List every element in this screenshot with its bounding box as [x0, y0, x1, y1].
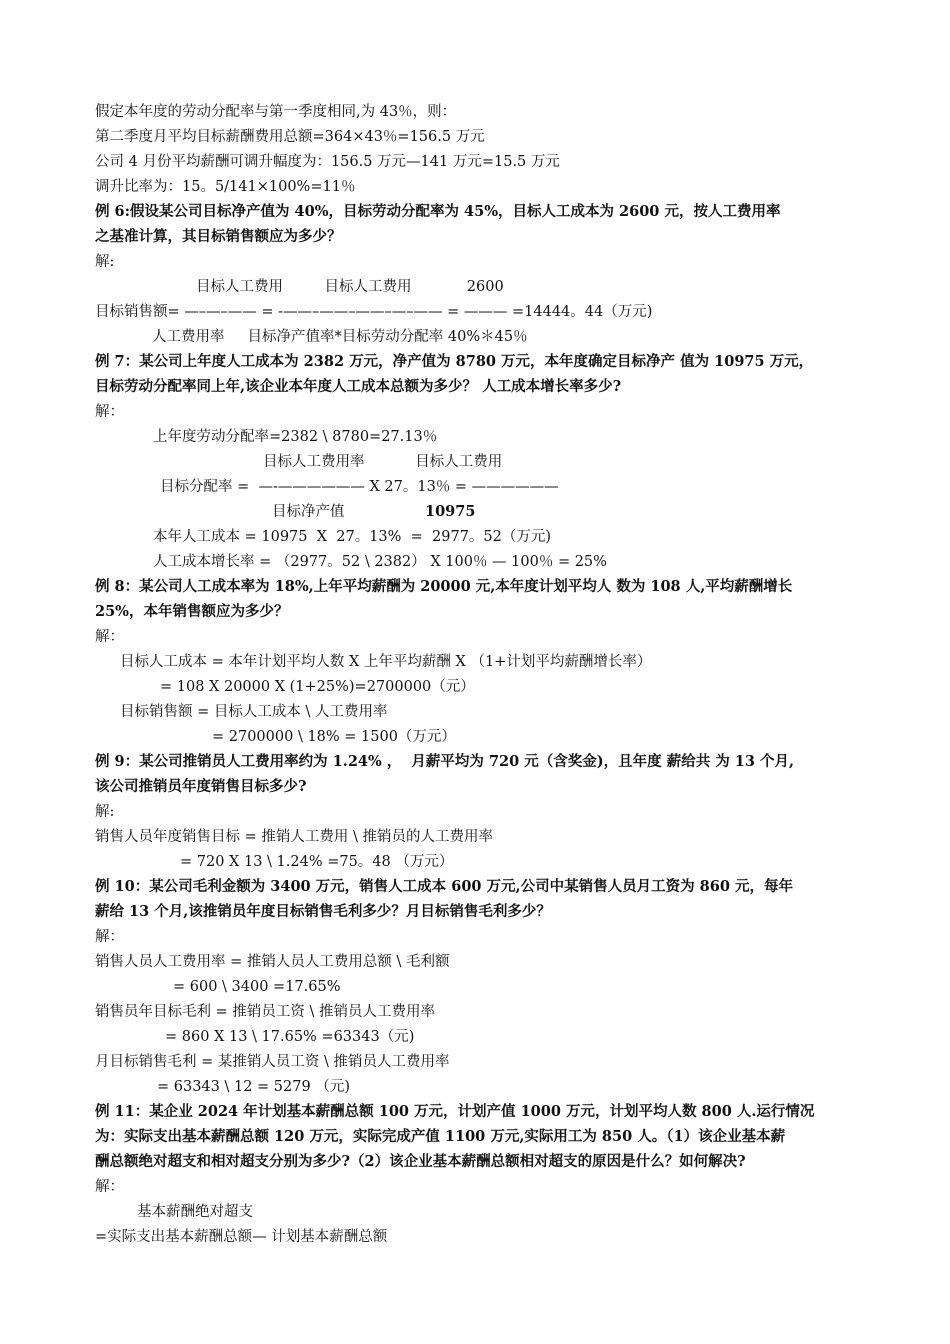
solution-label: 解： [95, 629, 124, 645]
example-heading: 酬总额绝对超支和相对超支分别为多少?（2）该企业基本薪酬总额相对超支的原因是什么？如何解决? [95, 1153, 746, 1170]
text-line: = 63343 \ 12 = 5279 （元) [157, 1079, 350, 1095]
solution-label: 解： [95, 1179, 124, 1195]
example-heading: 薪给 13 个月,该推销员年度目标销售毛利多少？月目标销售毛利多少？ [95, 903, 551, 920]
example-heading: 例 9：某公司推销员人工费用率约为 1.24% ， 月薪平均为 720 元（含奖金)，且年度 薪给共 为 13 个月, [95, 753, 795, 770]
text-line: = 860 X 13 \ 17.65% =63343（元) [165, 1029, 415, 1045]
example-heading: 该公司推销员年度销售目标多少? [95, 778, 307, 795]
text-line: 销售人员年度销售目标 = 推销人工费用 \ 推销员的人工费用率 [95, 829, 493, 845]
formula-denominator: 人工费用率 目标净产值率*目标劳动分配率 40%＊45％ [152, 329, 528, 345]
example-heading: 例 7：某公司上年度人工成本为 2382 万元，净产值为 8780 万元，本年度确定目标净产 值为 10975 万元， [95, 353, 814, 370]
solution-label: 解： [95, 404, 124, 420]
text-line: 基本薪酬绝对超支 [137, 1204, 253, 1220]
solution-label: 解: [95, 254, 115, 270]
example-heading: 例 8：某公司人工成本率为 18%,上年平均薪酬为 20000 元,本年度计划平均人 数为 108 人,平均薪酬增长 [95, 578, 793, 595]
example-heading: 目标劳动分配率同上年,该企业本年度人工成本总额为多少？ 人工成本增长率多少? [95, 378, 622, 395]
text-line: 第二季度月平均目标薪酬费用总额=364×43％=156.5 万元 [95, 129, 485, 145]
text-line: 销售员年目标毛利 = 推销员工资 \ 推销员人工费用率 [95, 1004, 435, 1020]
solution-label: 解： [95, 929, 124, 945]
example-heading: 为：实际支出基本薪酬总额 120 万元，实际完成产值 1100 万元,实际用工为 850 人。（1）该企业基本薪 [95, 1128, 786, 1145]
text-line: = 600 \ 3400 =17.65% [173, 979, 341, 995]
formula-numerator: 目标人工费用率 目标人工费用 [263, 454, 503, 470]
example-heading: 25%，本年销售额应为多少？ [95, 603, 289, 620]
example-heading: 之基准计算，其目标销售额应为多少？ [95, 228, 342, 245]
example-heading: 例 11：某企业 2024 年计划基本薪酬总额 100 万元，计划产值 1000 万元，计划平均人数 800 人.运行情况 [95, 1103, 815, 1120]
text-line: 本年人工成本 = 10975 X 27。13% = 2977。52（万元) [153, 529, 552, 545]
example-heading: 例 6:假设某公司目标净产值为 40%，目标劳动分配率为 45%，目标人工成本为 2600 元，按人工费用率 [95, 203, 781, 220]
text-line: =实际支出基本薪酬总额— 计划基本薪酬总额 [95, 1229, 388, 1245]
text-line: 调升比率为：15。5/141×100%=11％ [95, 179, 356, 195]
text-line: 假定本年度的劳动分配率与第一季度相同,为 43％，则： [95, 104, 457, 120]
formula-denominator: 目标净产值 [272, 504, 345, 520]
example-heading: 例 10：某公司毛利金额为 3400 万元，销售人工成本 600 万元,公司中某销售人员月工资为 860 元，每年 [95, 878, 793, 895]
text-line: 公司 4 月份平均薪酬可调升幅度为：156.5 万元—141 万元=15.5 万元 [95, 154, 560, 170]
text-line: = 2700000 \ 18% = 1500（万元） [212, 729, 456, 745]
text-line: 月目标销售毛利 = 某推销人员工资 \ 推销员人工费用率 [95, 1054, 450, 1070]
text-line: = 720 X 13 \ 1.24% =75。48 （万元） [180, 854, 454, 870]
formula-line: 目标销售额= —–—–—— = -——–——–——–—–—— = ——— =14444。44（万元) [95, 304, 653, 320]
formula-denominator-value: 10975 [425, 503, 476, 520]
solution-label: 解: [95, 804, 115, 820]
text-line: 销售人员人工费用率 = 推销人员人工费用总额 \ 毛利额 [95, 954, 450, 970]
text-line: = 108 X 20000 X (1+25%)=2700000（元） [160, 679, 475, 695]
text-line: 目标销售额 = 目标人工成本 \ 人工费用率 [120, 704, 388, 720]
text-line: 上年度劳动分配率=2382 \ 8780=27.13％ [153, 429, 438, 445]
text-line: 目标人工成本 = 本年计划平均人数 X 上年平均薪酬 X （1+计划平均薪酬增长率） [120, 654, 652, 670]
formula-numerator: 目标人工费用 目标人工费用 2600 [196, 279, 504, 295]
text-line: 人工成本增长率 = （2977。52 \ 2382） X 100％ — 100％ = 25% [153, 554, 607, 570]
formula-line: 目标分配率 = —-—————— X 27。13％ = —————— [160, 479, 559, 495]
